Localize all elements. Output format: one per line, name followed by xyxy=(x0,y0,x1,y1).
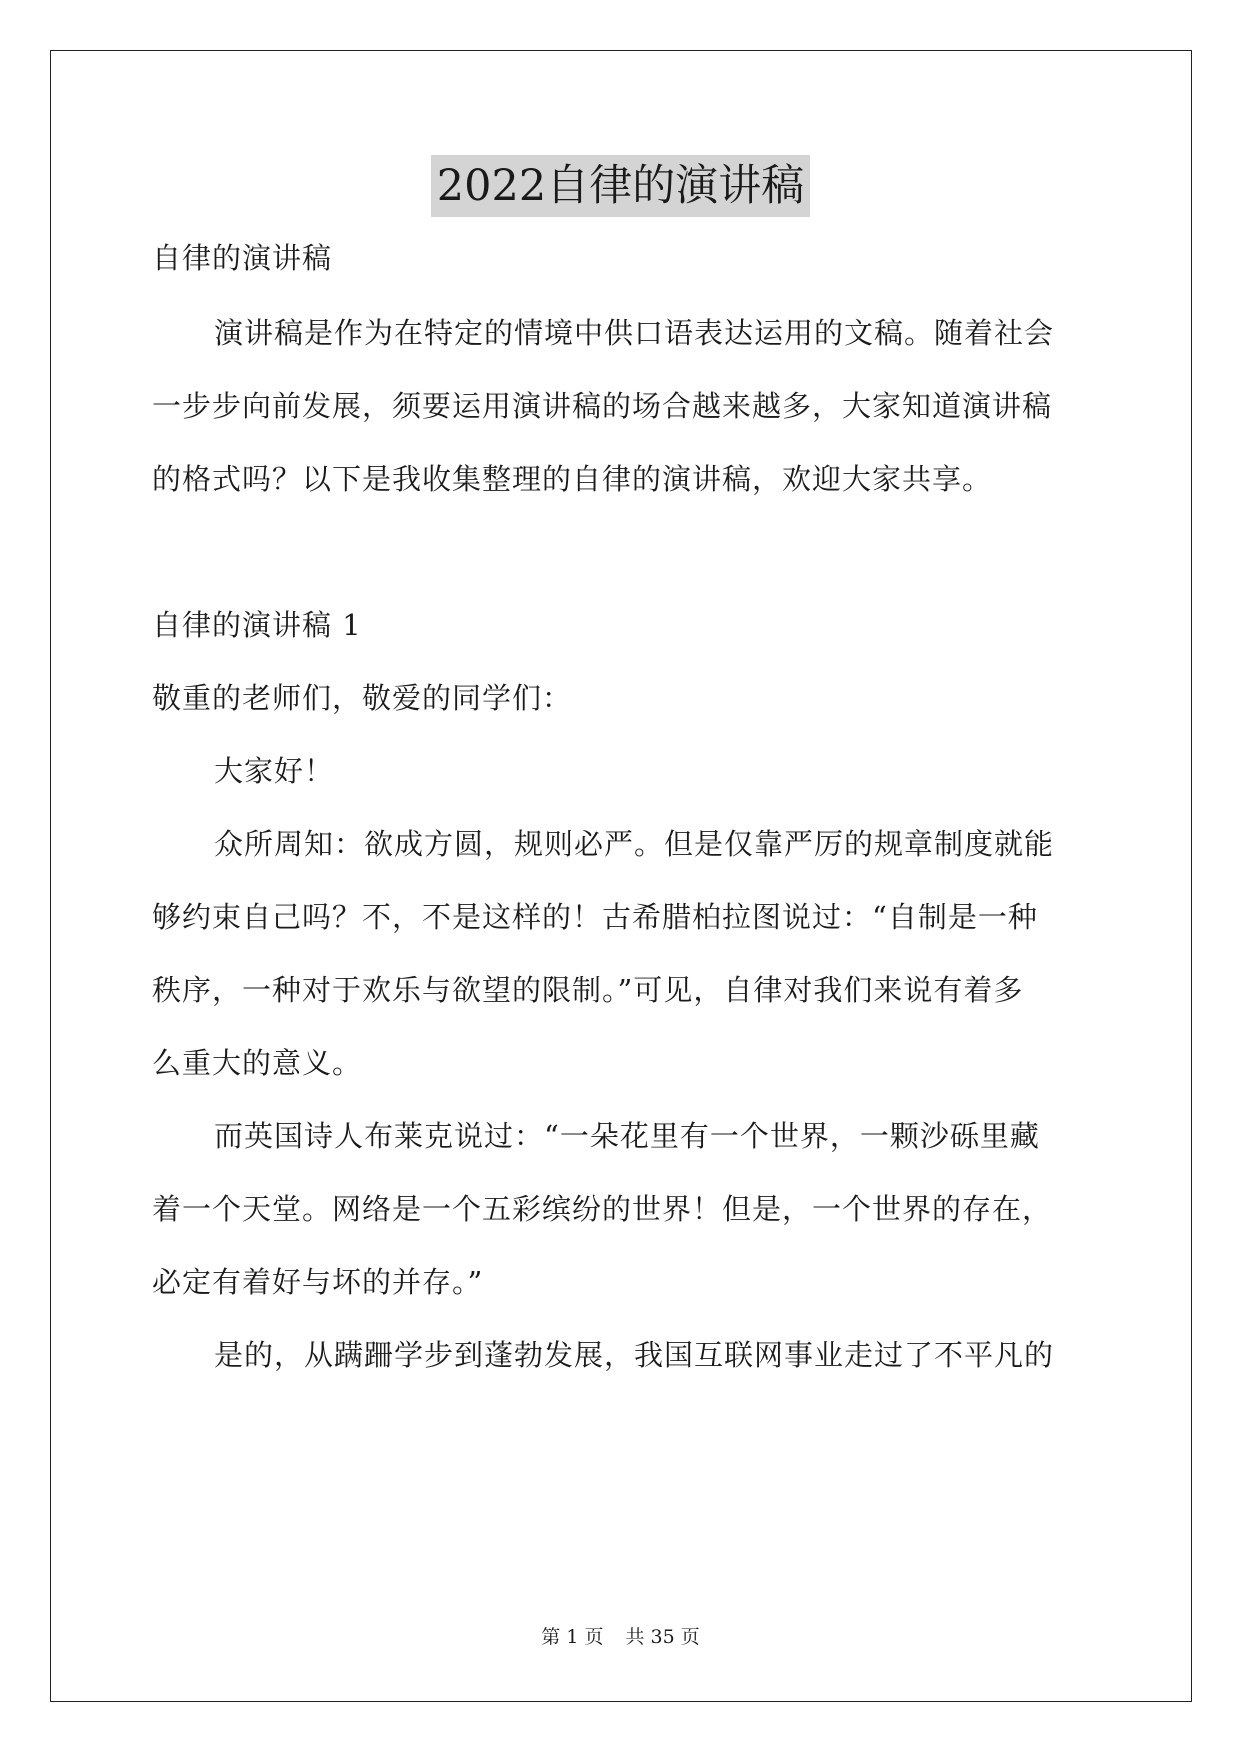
document-title-text: 2022自律的演讲稿 xyxy=(431,155,810,217)
paragraph-line: 众所周知：欲成方圆，规则必严。但是仅靠严厉的规章制度就能 xyxy=(214,827,1055,861)
paragraph-line: 演讲稿是作为在特定的情境中供口语表达运用的文稿。随着社会 xyxy=(214,316,1055,350)
page-border xyxy=(50,50,1192,1702)
section-heading: 自律的演讲稿 1 xyxy=(152,608,362,642)
paragraph-line: 秩序，一种对于欢乐与欲望的限制。”可见，自律对我们来说有着多 xyxy=(152,973,1024,1007)
section-heading: 自律的演讲稿 xyxy=(152,241,333,275)
paragraph-line: 而英国诗人布莱克说过：“一朵花里有一个世界，一颗沙砾里藏 xyxy=(214,1119,1040,1153)
page-footer xyxy=(0,1622,1241,1649)
page-total: 共 35 页 xyxy=(625,1626,700,1648)
greeting-line: 大家好！ xyxy=(214,754,335,788)
paragraph-line: 是的，从蹒跚学步到蓬勃发展，我国互联网事业走过了不平凡的 xyxy=(214,1338,1055,1372)
paragraph-line: 一步步向前发展，须要运用演讲稿的场合越来越多，大家知道演讲稿 xyxy=(152,389,1053,423)
salutation-line: 敬重的老师们，敬爱的同学们： xyxy=(152,681,573,715)
paragraph-line: 够约束自己吗？不，不是这样的！古希腊柏拉图说过：“自制是一种 xyxy=(152,900,1038,934)
paragraph-line: 么重大的意义。 xyxy=(152,1046,363,1080)
paragraph-line: 着一个天堂。网络是一个五彩缤纷的世界！但是，一个世界的存在， xyxy=(152,1192,1053,1226)
document-title xyxy=(0,155,1241,217)
paragraph-line: 的格式吗？以下是我收集整理的自律的演讲稿，欢迎大家共享。 xyxy=(152,462,993,496)
paragraph-line: 必定有着好与坏的并存。” xyxy=(152,1265,484,1299)
page-number: 第 1 页 xyxy=(541,1626,604,1648)
